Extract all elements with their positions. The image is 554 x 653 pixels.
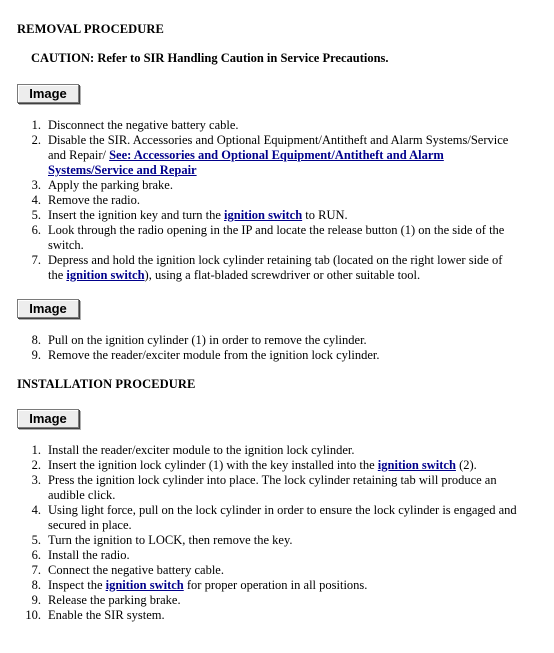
list-item bbox=[0, 178, 520, 193]
list-item bbox=[0, 593, 520, 608]
removal-steps-list bbox=[0, 118, 520, 283]
step-number: 1. bbox=[31, 443, 41, 457]
step-text: Turn the ignition to LOCK, then remove the key. bbox=[48, 533, 293, 547]
step-text: Press the ignition lock cylinder into place. The lock cylinder retaining tab will produce an audible click. bbox=[48, 473, 497, 502]
list-item bbox=[0, 333, 520, 348]
step-text: Install the reader/exciter module to the ignition lock cylinder. bbox=[48, 443, 355, 457]
step-number: 8. bbox=[31, 333, 41, 347]
step-text: ), using a flat-bladed screwdriver or other suitable tool. bbox=[144, 268, 421, 282]
step-link[interactable]: See: Accessories and Optional Equipment/Antitheft and Alarm Systems/Service and Repair bbox=[48, 148, 444, 177]
step-text: Inspect the bbox=[48, 578, 106, 592]
image-button-removal-1[interactable]: Image bbox=[17, 84, 79, 103]
step-number: 6. bbox=[31, 223, 41, 237]
step-number: 2. bbox=[31, 133, 41, 147]
list-item bbox=[0, 133, 520, 178]
step-link[interactable]: ignition switch bbox=[105, 578, 184, 592]
list-item bbox=[0, 458, 520, 473]
step-link[interactable]: ignition switch bbox=[377, 458, 456, 472]
step-text: Disconnect the negative battery cable. bbox=[48, 118, 239, 132]
step-text: for proper operation in all positions. bbox=[183, 578, 368, 592]
step-text: Look through the radio opening in the IP and locate the release button (1) on the side of the switch. bbox=[48, 223, 505, 252]
step-text: Insert the ignition key and turn the bbox=[48, 208, 225, 222]
step-number: 7. bbox=[31, 563, 41, 577]
step-number: 9. bbox=[31, 593, 41, 607]
step-number: 10. bbox=[25, 608, 41, 622]
step-text: Install the radio. bbox=[48, 548, 130, 562]
step-text: Using light force, pull on the lock cylinder in order to ensure the lock cylinder is engaged and secured in place. bbox=[48, 503, 517, 532]
step-number: 3. bbox=[31, 178, 41, 192]
step-number: 1. bbox=[31, 118, 41, 132]
image-button-installation[interactable]: Image bbox=[17, 409, 79, 428]
list-item bbox=[0, 563, 520, 578]
step-text: Apply the parking brake. bbox=[48, 178, 173, 192]
list-item bbox=[0, 608, 520, 623]
step-text: (2). bbox=[455, 458, 477, 472]
step-number: 5. bbox=[31, 533, 41, 547]
list-item bbox=[0, 118, 520, 133]
list-item bbox=[0, 503, 520, 533]
step-number: 3. bbox=[31, 473, 41, 487]
step-text: Pull on the ignition cylinder (1) in order to remove the cylinder. bbox=[48, 333, 367, 347]
step-text: Connect the negative battery cable. bbox=[48, 563, 224, 577]
step-number: 9. bbox=[31, 348, 41, 362]
step-number: 4. bbox=[31, 503, 41, 517]
list-item bbox=[0, 533, 520, 548]
step-number: 5. bbox=[31, 208, 41, 222]
step-number: 2. bbox=[31, 458, 41, 472]
step-text: Release the parking brake. bbox=[48, 593, 181, 607]
list-item bbox=[0, 253, 520, 283]
list-item bbox=[0, 208, 520, 223]
step-link[interactable]: ignition switch bbox=[224, 208, 303, 222]
removal-steps-list-2 bbox=[0, 333, 520, 363]
installation-heading: INSTALLATION PROCEDURE bbox=[17, 377, 196, 391]
list-item bbox=[0, 223, 520, 253]
step-number: 6. bbox=[31, 548, 41, 562]
step-number: 7. bbox=[31, 253, 41, 267]
step-text: Remove the reader/exciter module from the ignition lock cylinder. bbox=[48, 348, 380, 362]
step-text: Depress and hold the ignition lock cylinder retaining tab (located on the right lower side of the bbox=[48, 253, 503, 282]
step-text: Insert the ignition lock cylinder (1) with the key installed into the bbox=[48, 458, 378, 472]
list-item bbox=[0, 578, 520, 593]
list-item bbox=[0, 443, 520, 458]
caution-text: CAUTION: Refer to SIR Handling Caution in Service Precautions. bbox=[31, 51, 389, 65]
removal-heading: REMOVAL PROCEDURE bbox=[17, 22, 164, 36]
step-link[interactable]: ignition switch bbox=[66, 268, 145, 282]
installation-steps-list bbox=[0, 443, 520, 623]
list-item bbox=[0, 548, 520, 563]
step-number: 4. bbox=[31, 193, 41, 207]
step-text: to RUN. bbox=[302, 208, 348, 222]
image-button-removal-2[interactable]: Image bbox=[17, 299, 79, 318]
list-item bbox=[0, 193, 520, 208]
step-number: 8. bbox=[31, 578, 41, 592]
list-item bbox=[0, 348, 520, 363]
step-text: Enable the SIR system. bbox=[48, 608, 165, 622]
list-item bbox=[0, 473, 520, 503]
step-text: Disable the SIR. Accessories and Optional Equipment/Antitheft and Alarm Systems/Service and Repair/ bbox=[48, 133, 509, 162]
step-text: Remove the radio. bbox=[48, 193, 140, 207]
